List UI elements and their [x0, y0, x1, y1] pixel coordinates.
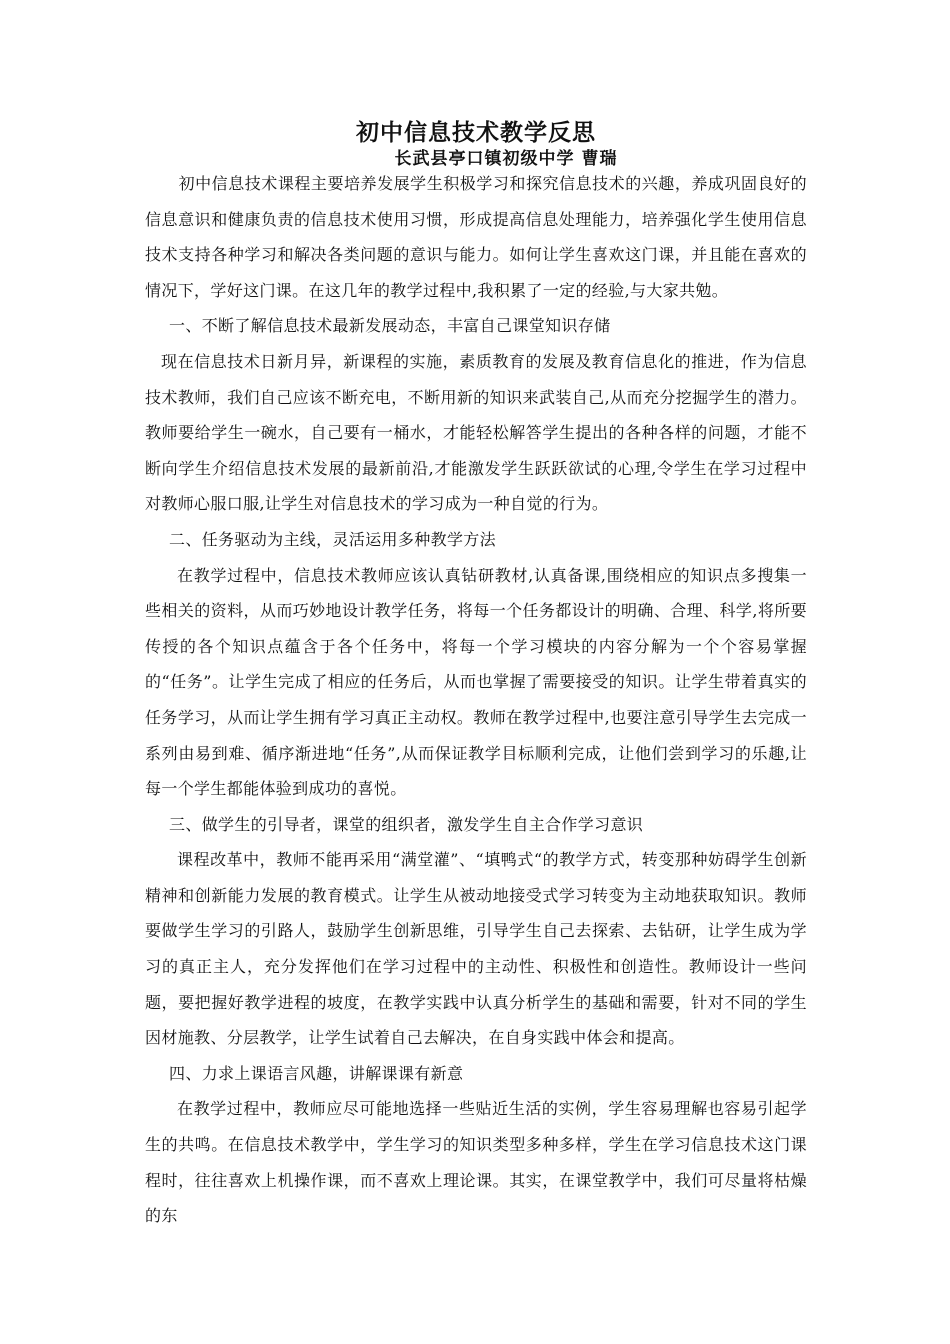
section-4-heading: 四、力求上课语言风趣，讲解课课有新意 — [169, 1063, 464, 1083]
section-2-heading: 二、任务驱动为主线，灵活运用多种教学方法 — [169, 529, 497, 549]
section-4-body: 在教学过程中，教师应尽可能地选择一些贴近生活的实例，学生容易理解也容易引起学生的共鸣。在信息技术教学中，学生学习的知识类型多种多样，学生在学习信息技术这门课程时，往往喜欢上机操作课，而不喜欢上理论课。其实，在课堂教学中，我们可尽量将枯燥的东 — [145, 1099, 807, 1226]
document-title: 初中信息技术教学反思 — [356, 119, 596, 146]
author-line: 长武县亭口镇初级中学 曹瑞 — [394, 149, 618, 169]
section-3-heading: 三、做学生的引导者，课堂的组织者，激发学生自主合作学习意识 — [169, 814, 644, 834]
section-2-body: 在教学过程中，信息技术教师应该认真钻研教材,认真备课,围绕相应的知识点多搜集一些相关的资料，从而巧妙地设计教学任务，将每一个任务都设计的明确、合理、科学,将所要传授的各个知识点蕴含于各个任务中，将每一个学习模块的内容分解为一个个容易掌握的“任务”。让学生完成了相应的任务后，从而也掌握了需要接受的知识。让学生带着真实的任务学习，从而让学生拥有学习真正主动权。教师在教学过程中,也要注意引导学生去完成一系列由易到难、循序渐进地“任务”,从而保证教学目标顺利完成，让他们尝到学习的乐趣,让每一个学生都能体验到成功的喜悦。 — [145, 565, 807, 799]
document-page — [145, 118, 807, 1234]
section-1-heading: 一、不断了解信息技术最新发展动态，丰富自己课堂知识存储 — [169, 316, 611, 336]
section-3-body: 课程改革中，教师不能再采用“满堂灌”、“填鸭式“的教学方式，转变那种妨碍学生创新精神和创新能力发展的教育模式。让学生从被动地接受式学习转变为主动地获取知识。教师要做学生学习的引路人，鼓励学生创新思维，引导学生自己去探索、去钻研，让学生成为学习的真正主人，充分发挥他们在学习过程中的主动性、积极性和创造性。教师设计一些问题，要把握好教学进程的坡度，在教学实践中认真分析学生的基础和需要，针对不同的学生因材施教、分层教学，让学生试着自己去解决，在自身实践中体会和提高。 — [145, 850, 807, 1048]
intro-paragraph: 初中信息技术课程主要培养发展学生积极学习和探究信息技术的兴趣，养成巩固良好的信息意识和健康负责的信息技术使用习惯，形成提高信息处理能力，培养强化学生使用信息技术支持各种学习和解决各类问题的意识与能力。如何让学生喜欢这门课，并且能在喜欢的情况下，学好这门课。在这几年的教学过程中,我积累了一定的经验,与大家共勉。 — [145, 174, 807, 300]
section-1-body: 现在信息技术日新月异，新课程的实施，素质教育的发展及教育信息化的推进，作为信息技术教师，我们自己应该不断充电，不断用新的知识来武装自己,从而充分挖掘学生的潜力。教师要给学生一碗水，自己要有一桶水，才能轻松解答学生提出的各种各样的问题，才能不断向学生介绍信息技术发展的最新前沿,才能激发学生跃跃欲试的心理,令学生在学习过程中对教师心服口服,让学生对信息技术的学习成为一种自觉的行为。 — [145, 351, 807, 514]
